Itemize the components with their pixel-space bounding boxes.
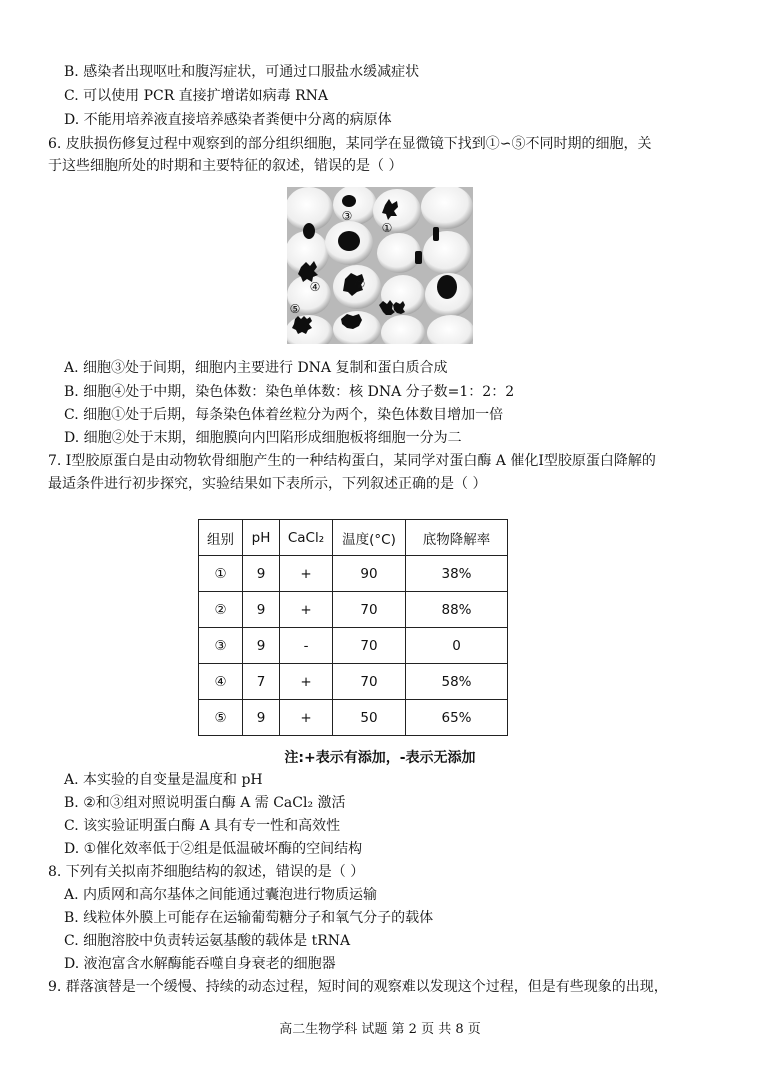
q6-option-c: C. 细胞①处于后期，每条染色体着丝粒分为两个，染色体数目增加一倍 xyxy=(64,407,504,423)
table-cell: 88% xyxy=(406,592,508,628)
table-cell: 9 xyxy=(243,700,280,736)
q6-stem-line2: 于这些细胞所处的时期和主要特征的叙述，错误的是（ ） xyxy=(48,158,403,174)
table-cell: + xyxy=(280,556,333,592)
table-cell: 50 xyxy=(333,700,406,736)
micrograph-svg xyxy=(287,187,473,344)
table-header-row xyxy=(199,520,508,556)
prev-option-d: D. 不能用培养液直接培养感染者粪便中分离的病原体 xyxy=(64,112,392,128)
table-header-cell: 温度(°C) xyxy=(333,520,406,556)
table-cell: - xyxy=(280,628,333,664)
prev-option-b: B. 感染者出现呕吐和腹泻症状，可通过口服盐水缓减症状 xyxy=(64,64,420,80)
q7-option-c: C. 该实验证明蛋白酶 A 具有专一性和高效性 xyxy=(64,818,341,834)
table-cell: ⑤ xyxy=(199,700,243,736)
figure-label-4: ④ xyxy=(309,280,321,294)
table-cell: 7 xyxy=(243,664,280,700)
q8-option-c: C. 细胞溶胶中负责转运氨基酸的载体是 tRNA xyxy=(64,933,351,949)
table-cell: 38% xyxy=(406,556,508,592)
prev-option-c: C. 可以使用 PCR 直接扩增诺如病毒 RNA xyxy=(64,88,329,104)
figure-label-5: ⑤ xyxy=(289,302,301,316)
table-cell: ① xyxy=(199,556,243,592)
table-header-cell: pH xyxy=(243,520,280,556)
table-cell: 9 xyxy=(243,592,280,628)
enzyme-data-table xyxy=(198,519,508,736)
q8-option-a: A. 内质网和高尔基体之间能通过囊泡进行物质运输 xyxy=(64,887,378,903)
q8-stem: 8. 下列有关拟南芥细胞结构的叙述，错误的是（ ） xyxy=(48,864,365,880)
table-row xyxy=(199,664,508,700)
q6-option-d: D. 细胞②处于末期，细胞膜向内凹陷形成细胞板将细胞一分为二 xyxy=(64,430,462,446)
figure-label-1: ① xyxy=(381,221,393,235)
table-cell: 65% xyxy=(406,700,508,736)
q7-option-a: A. 本实验的自变量是温度和 pH xyxy=(64,772,263,788)
table-cell: 0 xyxy=(406,628,508,664)
table-row xyxy=(199,628,508,664)
q8-option-b: B. 线粒体外膜上可能存在运输葡萄糖分子和氧气分子的载体 xyxy=(64,910,434,926)
table-cell: + xyxy=(280,592,333,628)
micrograph-figure xyxy=(287,187,473,344)
table-cell: 9 xyxy=(243,628,280,664)
q7-stem-line1: 7. Ⅰ型胶原蛋白是由动物软骨细胞产生的一种结构蛋白，某同学对蛋白酶 A 催化Ⅰ型胶原蛋白降解的 xyxy=(48,453,656,469)
q6-option-a: A. 细胞③处于间期，细胞内主要进行 DNA 复制和蛋白质合成 xyxy=(64,360,448,376)
figure-label-3: ③ xyxy=(341,209,353,223)
table-cell: ④ xyxy=(199,664,243,700)
page-footer: 高二生物学科 试题 第 2 页 共 8 页 xyxy=(279,1022,481,1037)
table-note: 注:+表示有添加，-表示无添加 xyxy=(284,750,476,766)
table-row xyxy=(199,556,508,592)
q7-option-b: B. ②和③组对照说明蛋白酶 A 需 CaCl₂ 激活 xyxy=(64,795,346,811)
q7-stem-line2: 最适条件进行初步探究，实验结果如下表所示，下列叙述正确的是（ ） xyxy=(48,476,487,492)
q9-stem-line1: 9. 群落演替是一个缓慢、持续的动态过程，短时间的观察难以发现这个过程，但是有些现象的出现， xyxy=(48,979,668,995)
table-cell: 90 xyxy=(333,556,406,592)
q6-option-b: B. 细胞④处于中期，染色体数：染色单体数：核 DNA 分子数=1：2：2 xyxy=(64,384,515,400)
q8-option-d: D. 液泡富含水解酶能吞噬自身衰老的细胞器 xyxy=(64,956,336,972)
q6-stem-line1: 6. 皮肤损伤修复过程中观察到的部分组织细胞，某同学在显微镜下找到①∽⑤不同时期的细胞，关 xyxy=(48,136,652,152)
table-cell: ② xyxy=(199,592,243,628)
table-header-cell: 底物降解率 xyxy=(406,520,508,556)
table-cell: ③ xyxy=(199,628,243,664)
table-cell: + xyxy=(280,700,333,736)
table-header-cell: 组别 xyxy=(199,520,243,556)
table-cell: 70 xyxy=(333,592,406,628)
table-cell: 9 xyxy=(243,556,280,592)
table-row xyxy=(199,700,508,736)
table-header-cell: CaCl₂ xyxy=(280,520,333,556)
table-cell: 58% xyxy=(406,664,508,700)
table-cell: 70 xyxy=(333,664,406,700)
table-row xyxy=(199,592,508,628)
table-cell: 70 xyxy=(333,628,406,664)
q7-option-d: D. ①催化效率低于②组是低温破坏酶的空间结构 xyxy=(64,841,363,857)
table-cell: + xyxy=(280,664,333,700)
figure-label-2: ② xyxy=(354,277,366,291)
